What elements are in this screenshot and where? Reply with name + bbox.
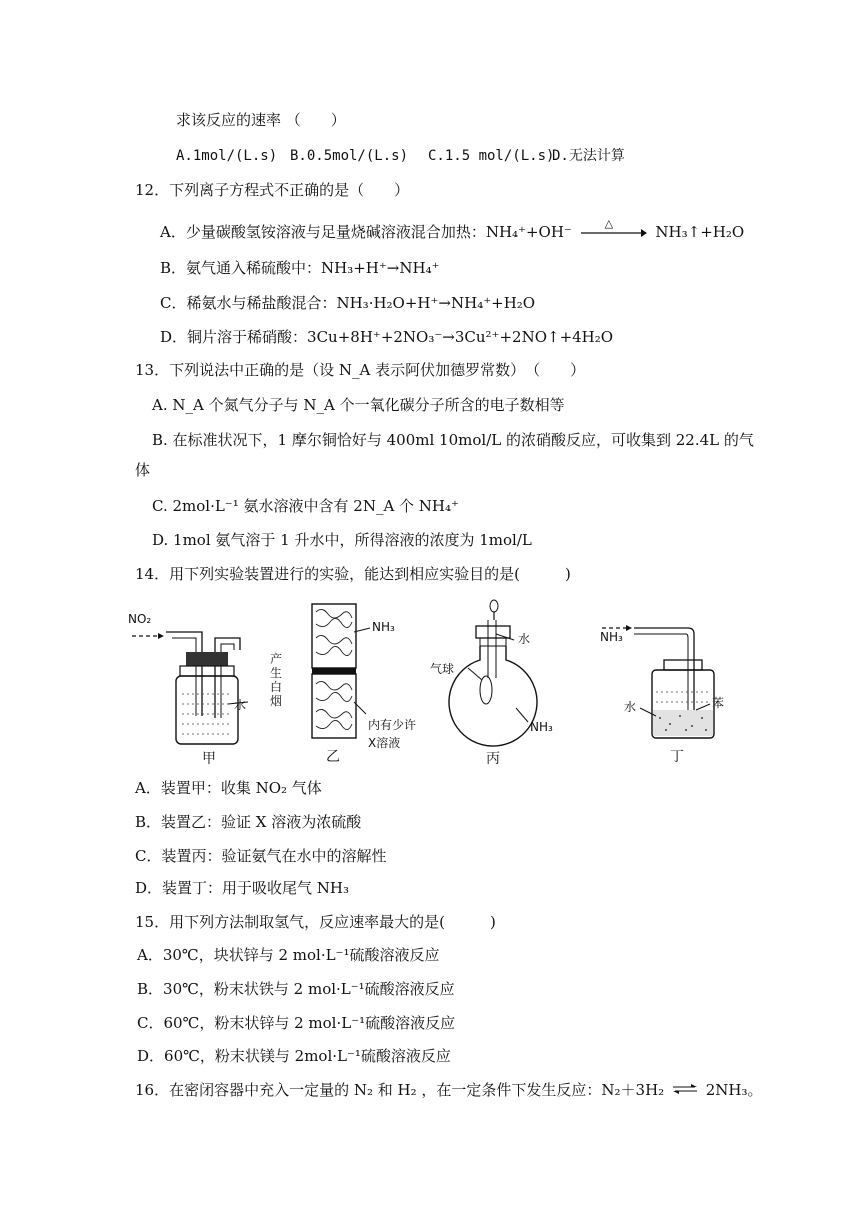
absorption-bottle-icon xyxy=(600,598,740,770)
ding-gas-label: NH₃ xyxy=(600,630,623,644)
q13-option-d: D. 1mol 氨气溶于 1 升水中，所得溶液的浓度为 1mol/L xyxy=(152,531,532,549)
smoke-char: 白 xyxy=(270,680,283,694)
yi-caption: 乙 xyxy=(326,749,340,765)
yi-smoke-label xyxy=(270,652,284,708)
yi-note-line1: 内有少许 xyxy=(368,718,417,732)
fountain-flask-icon xyxy=(430,598,590,770)
q12-option-a xyxy=(160,217,745,242)
q14-stem: 14．用下列实验装置进行的实验，能达到相应实验目的是( ) xyxy=(135,565,571,583)
yi-gas-label: NH₃ xyxy=(372,620,395,634)
apparatus-bing xyxy=(430,598,590,770)
q16-stem-end: 2NH₃。 xyxy=(705,1081,763,1099)
heat-arrow xyxy=(581,217,647,240)
apparatus-yi xyxy=(270,598,420,770)
q13-option-b-line1: B. 在标准状况下，1 摩尔铜恰好与 400ml 10mol/L 的浓硝酸反应，可收集到 22.4L 的气 xyxy=(152,431,754,449)
jia-caption: 甲 xyxy=(202,751,216,767)
q12-option-d: D．铜片溶于稀硝酸：3Cu+8H⁺+2NO₃⁻→3Cu²⁺+2NO↑+4H₂O xyxy=(160,328,614,346)
apparatus-figures xyxy=(120,598,740,770)
q15-option-a: A．30℃，块状锌与 2 mol·L⁻¹硫酸溶液反应 xyxy=(137,946,440,964)
ding-caption: 丁 xyxy=(670,749,684,765)
smoke-char: 生 xyxy=(270,666,283,680)
q16-stem-start: 16．在密闭容器中充入一定量的 N₂ 和 H₂ ，在一定条件下发生反应：N₂＋3H₂ xyxy=(135,1081,665,1099)
q12-option-c: C．稀氨水与稀盐酸混合：NH₃·H₂O+H⁺→NH₄⁺+H₂O xyxy=(160,294,536,312)
q11-line: 求该反应的速率 （ ） xyxy=(176,111,346,129)
q11-option-a: A.1mol/(L.s) xyxy=(176,148,278,164)
q12-option-b: B．氨气通入稀硫酸中：NH₃+H⁺→NH₄⁺ xyxy=(160,259,440,277)
smoke-char: 烟 xyxy=(270,694,283,708)
smoke-char: 产 xyxy=(270,652,283,666)
q14-option-c: C．装置丙：验证氨气在水中的溶解性 xyxy=(135,847,387,865)
q13-option-a: A. N_A 个氮气分子与 N_A 个一氧化碳分子所含的电子数相等 xyxy=(152,396,565,414)
q13-stem: 13．下列说法中正确的是（设 N_A 表示阿伏加德罗常数） （ ） xyxy=(135,361,586,379)
q11-option-d: D.无法计算 xyxy=(552,148,625,164)
q11-option-b: B.0.5mol/(L.s) xyxy=(290,148,409,164)
ding-water-label: 水 xyxy=(624,700,637,714)
heat-symbol: △ xyxy=(604,217,614,230)
q15-option-d: D．60℃，粉末状镁与 2mol·L⁻¹硫酸溶液反应 xyxy=(137,1047,451,1065)
q16-stem xyxy=(135,1080,763,1101)
jia-gas-label: NO₂ xyxy=(128,612,152,626)
yi-note-line2: X溶液 xyxy=(368,736,401,750)
bing-gas-label: NH₃ xyxy=(530,720,553,734)
q15-option-b: B．30℃，粉末状铁与 2 mol·L⁻¹硫酸溶液反应 xyxy=(137,980,455,998)
jia-water-label: 水 xyxy=(234,698,247,712)
q12-option-a-reactants: A．少量碳酸氢铵溶液与足量烧碱溶液混合加热：NH₄⁺+OH⁻ xyxy=(160,223,572,241)
q14-option-a: A．装置甲：收集 NO₂ 气体 xyxy=(135,779,322,797)
q13-option-c: C. 2mol·L⁻¹ 氨水溶液中含有 2N_A 个 NH₄⁺ xyxy=(152,497,459,515)
equilibrium-arrow-icon xyxy=(671,1081,699,1101)
q14-option-b: B．装置乙：验证 X 溶液为浓硫酸 xyxy=(135,813,362,831)
q15-stem: 15．用下列方法制取氢气，反应速率最大的是( ) xyxy=(135,913,496,931)
bing-water-label: 水 xyxy=(518,632,531,646)
q12-option-a-products: NH₃↑+H₂O xyxy=(655,223,745,241)
q11-option-c: C.1.5 mol/(L.s) xyxy=(428,148,555,164)
q14-option-d: D．装置丁：用于吸收尾气 NH₃ xyxy=(135,879,350,897)
q15-option-c: C．60℃，粉末状锌与 2 mol·L⁻¹硫酸溶液反应 xyxy=(137,1014,456,1032)
apparatus-jia xyxy=(120,598,260,770)
bing-balloon-label: 气球 xyxy=(430,662,455,676)
arrow-icon xyxy=(581,226,647,240)
q12-stem: 12．下列离子方程式不正确的是（ ） xyxy=(135,181,410,199)
bing-caption: 丙 xyxy=(486,751,500,767)
q13-option-b-line2: 体 xyxy=(135,461,151,479)
ding-benzene-label: 苯 xyxy=(712,696,725,710)
apparatus-ding xyxy=(600,598,740,770)
